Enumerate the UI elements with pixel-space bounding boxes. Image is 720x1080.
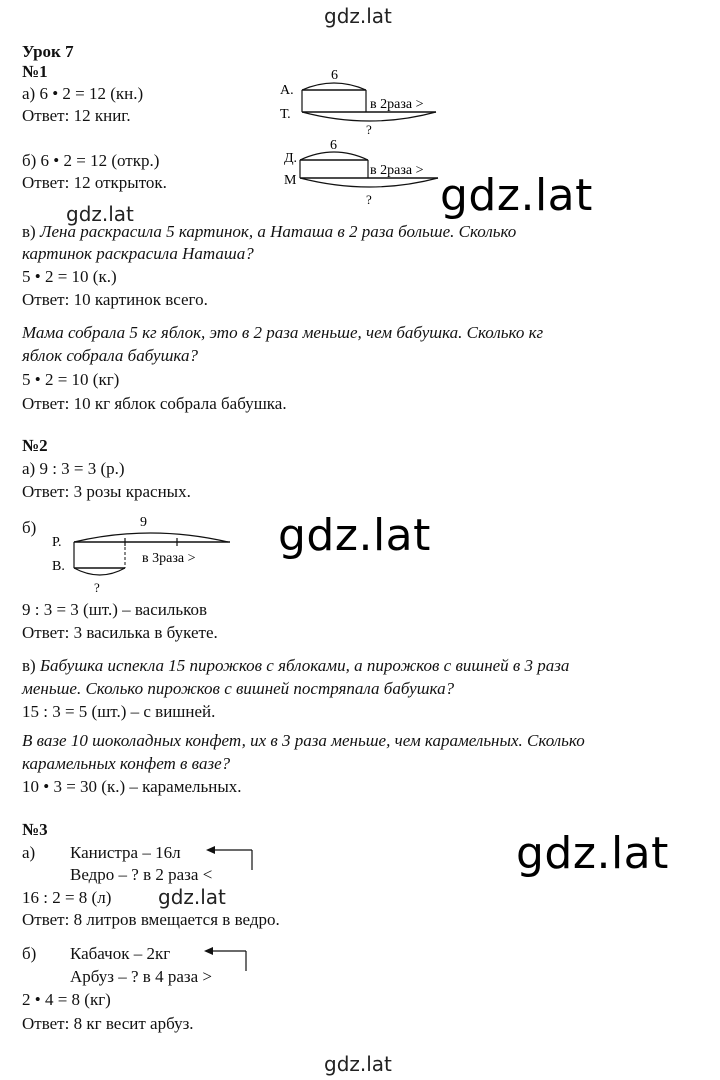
task1-b-diagram xyxy=(282,138,452,208)
task1-a-answer: Ответ: 12 книг. xyxy=(22,106,131,125)
task3-a-arrow xyxy=(204,842,264,876)
watermark-bottom: gdz.lat xyxy=(324,1052,392,1076)
diagram-unknown: ? xyxy=(366,122,372,137)
task2-b-answer: Ответ: 3 василька в букете. xyxy=(22,623,218,642)
diagram-label-bottom: В. xyxy=(52,559,65,574)
task2-b-calc: 9 : 3 = 3 (шт.) – васильков xyxy=(22,600,208,619)
diagram-brace-top xyxy=(300,152,368,160)
task1-v-problem1-line2: картинок раскрасила Наташа? xyxy=(22,244,254,263)
diagram-value: 6 xyxy=(331,68,338,83)
watermark-small-1: gdz.lat xyxy=(66,202,134,226)
watermark-small-2: gdz.lat xyxy=(158,885,226,909)
task2-b-label: б) xyxy=(22,518,37,537)
task3-b-line2: Арбуз – ? в 4 раза > xyxy=(70,967,212,986)
arrow-head xyxy=(206,846,215,854)
task2-a-calc: а) 9 : 3 = 3 (р.) xyxy=(22,459,125,478)
diagram-brace-bottom xyxy=(302,112,436,121)
diagram-label-top: Р. xyxy=(52,535,62,550)
diagram-value: 9 xyxy=(140,515,147,530)
task2-v-calc1: 15 : 3 = 5 (шт.) – с вишней. xyxy=(22,702,216,721)
diagram-brace-top xyxy=(302,83,366,90)
task2-b-diagram xyxy=(50,512,240,596)
task2-v-problem2-line1: В вазе 10 шоколадных конфет, их в 3 раза меньше, чем карамельных. Сколько xyxy=(22,731,585,750)
diagram-unknown: ? xyxy=(366,192,372,207)
task1-v-problem2-line2: яблок собрала бабушка? xyxy=(22,346,198,365)
task1-b-calc: б) 6 • 2 = 12 (откр.) xyxy=(22,151,160,170)
task1-v-calc1: 5 • 2 = 10 (к.) xyxy=(22,267,117,286)
diagram-value: 6 xyxy=(330,138,337,153)
diagram-brace-bottom xyxy=(74,568,125,575)
task3-a-answer: Ответ: 8 литров вмещается в ведро. xyxy=(22,910,280,929)
task3-b-label: б) xyxy=(22,944,37,963)
diagram-label-bottom: Т. xyxy=(280,107,291,122)
task1-v-prefix: в) xyxy=(22,222,36,241)
watermark-1: gdz.lat xyxy=(440,170,593,221)
task2-v-calc2: 10 • 3 = 30 (к.) – карамельных. xyxy=(22,777,242,796)
task1-b-answer: Ответ: 12 открыток. xyxy=(22,173,167,192)
task1-v-calc2: 5 • 2 = 10 (кг) xyxy=(22,370,120,389)
task2-v-problem2-line2: карамельных конфет в вазе? xyxy=(22,754,231,773)
watermark-2: gdz.lat xyxy=(278,510,431,561)
task1-a-diagram xyxy=(276,68,446,137)
diagram-label-bottom: М xyxy=(284,173,297,188)
task3-title: №3 xyxy=(22,820,48,839)
diagram-brace-bottom xyxy=(300,178,438,187)
task3-b-answer: Ответ: 8 кг весит арбуз. xyxy=(22,1014,194,1033)
task1-v-problem1-text: Лена раскрасила 5 картинок, а Наташа в 2 раза больше. Сколько xyxy=(39,222,517,241)
task1-v-problem1-line1 xyxy=(22,222,516,242)
task2-v-problem1-text: Бабушка испекла 15 пирожков с яблоками, а пирожков с вишней в 3 раза xyxy=(39,656,570,675)
task3-a-calc: 16 : 2 = 8 (л) xyxy=(22,888,112,907)
diagram-label-top: А. xyxy=(280,83,294,98)
task3-a-label: а) xyxy=(22,843,36,862)
diagram-relation: в 2раза > xyxy=(370,97,424,112)
diagram-unknown: ? xyxy=(94,580,100,595)
task1-v-problem2-line1: Мама собрала 5 кг яблок, это в 2 раза меньше, чем бабушка. Сколько кг xyxy=(22,323,544,342)
lesson-title: Урок 7 xyxy=(22,42,74,61)
task3-b-calc: 2 • 4 = 8 (кг) xyxy=(22,990,111,1009)
diagram-brace-top xyxy=(74,533,228,542)
diagram-label-top: Д. xyxy=(284,151,298,166)
task1-v-answer1: Ответ: 10 картинок всего. xyxy=(22,290,208,309)
task3-b-line1: Кабачок – 2кг xyxy=(70,944,171,963)
task1-a-calc: а) 6 • 2 = 12 (кн.) xyxy=(22,84,144,103)
task3-a-line1: Канистра – 16л xyxy=(70,843,181,862)
arrow-head xyxy=(204,947,213,955)
diagram-relation: в 2раза > xyxy=(370,163,424,178)
task2-v-problem1-line2: меньше. Сколько пирожков с вишней постряпала бабушка? xyxy=(22,679,455,698)
task3-b-arrow xyxy=(202,943,258,977)
diagram-relation: в 3раза > xyxy=(142,551,196,566)
watermark-3: gdz.lat xyxy=(516,828,669,879)
task1-title: №1 xyxy=(22,62,48,81)
task2-v-prefix: в) xyxy=(22,656,36,675)
task2-v-problem1-line1 xyxy=(22,656,569,676)
task1-v-answer2: Ответ: 10 кг яблок собрала бабушка. xyxy=(22,394,287,413)
task2-title: №2 xyxy=(22,436,48,455)
task3-a-line2: Ведро – ? в 2 раза < xyxy=(70,865,213,884)
task2-a-answer: Ответ: 3 розы красных. xyxy=(22,482,191,501)
watermark-top: gdz.lat xyxy=(324,4,392,28)
